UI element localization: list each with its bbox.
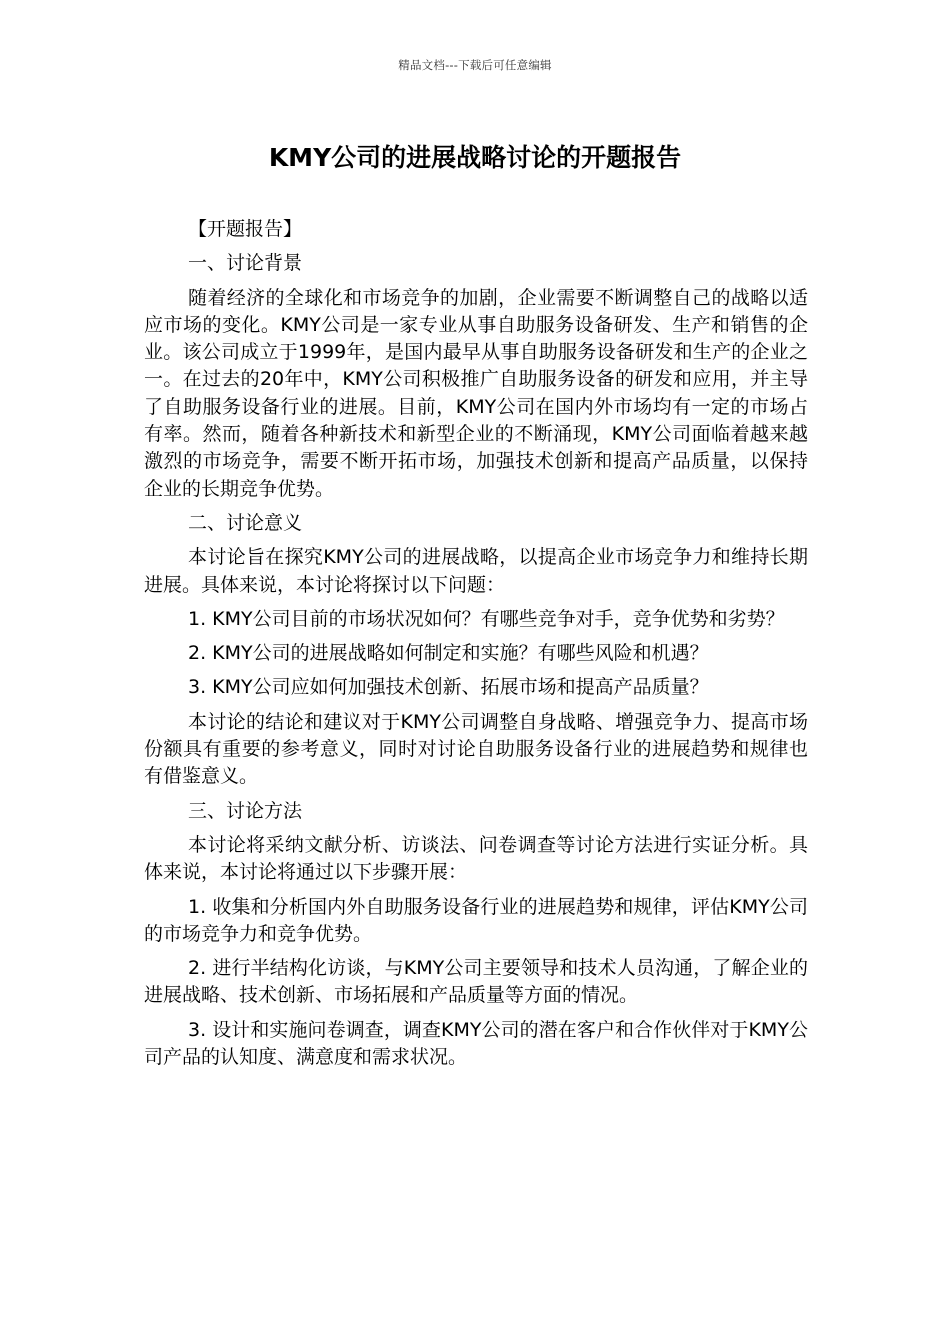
method-step-1: 1. 收集和分析国内外自助服务设备行业的进展趋势和规律，评估KMY公司的市场竞争力和竞争优势。	[144, 895, 808, 945]
method-step-2: 2. 进行半结构化访谈，与KMY公司主要领导和技术人员沟通，了解企业的进展战略、技术创新、市场拓展和产品质量等方面的情况。	[144, 957, 808, 1007]
paragraph-significance-conclusion: 本讨论的结论和建议对于KMY公司调整自身战略、增强竞争力、提高市场份额具有重要的参考意义，同时对讨论自助服务设备行业的进展趋势和规律也有借鉴意义。	[144, 710, 808, 788]
section-heading-significance: 二、讨论意义	[188, 511, 303, 534]
page-header-watermark: 精品文档---下载后可任意编辑	[398, 58, 552, 72]
document-body	[144, 216, 808, 1078]
paragraph-methods-intro: 本讨论将采纳文献分析、访谈法、问卷调查等讨论方法进行实证分析。具体来说，本讨论将通过以下步骤开展：	[144, 833, 808, 884]
question-item-3: 3. KMY公司应如何加强技术创新、拓展市场和提高产品质量？	[188, 676, 709, 699]
question-item-2: 2. KMY公司的进展战略如何制定和实施？有哪些风险和机遇？	[188, 642, 709, 665]
paragraph-significance-intro: 本讨论旨在探究KMY公司的进展战略，以提高企业市场竞争力和维持长期进展。具体来说，本讨论将探讨以下问题：	[144, 546, 808, 596]
question-item-1: 1. KMY公司目前的市场状况如何？有哪些竞争对手，竞争优势和劣势？	[188, 607, 785, 630]
report-label: 【开题报告】	[188, 218, 303, 240]
section-heading-methods: 三、讨论方法	[188, 799, 303, 822]
section-heading-background: 一、讨论背景	[188, 252, 303, 275]
paragraph-background: 随着经济的全球化和市场竞争的加剧，企业需要不断调整自己的战略以适应市场的变化。KMY公司是一家专业从事自助服务设备研发、生产和销售的企业。该公司成立于1999年，是国内最早从事自助服务设备研发和生产的企业之一。在过去的20年中，KMY公司积极推广自助服务设备的研发和应用，并主导了自助服务设备行业的进展。目前，KMY公司在国内外市场均有一定的市场占有率。然而，随着各种新技术和新型企业的不断涌现，KMY公司面临着越来越激烈的市场竞争，需要不断开拓市场，加强技术创新和提高产品质量，以保持企业的长期竞争优势。	[144, 286, 808, 500]
method-step-3: 3. 设计和实施问卷调查，调查KMY公司的潜在客户和合作伙伴对于KMY公司产品的认知度、满意度和需求状况。	[144, 1018, 808, 1069]
document-title: KMY公司的进展战略讨论的开题报告	[268, 143, 682, 172]
